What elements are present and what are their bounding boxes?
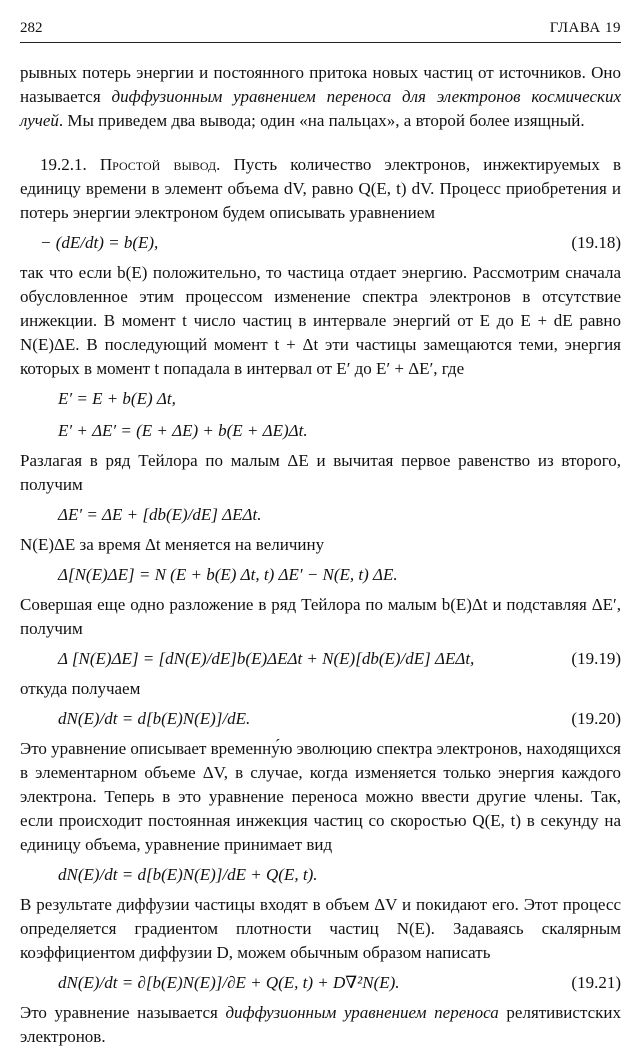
equation-delta-n [58,561,621,589]
equation-19-19 [58,645,621,673]
paragraph-7: Это уравнение описывает временну́ю эволюцию спектра электронов, находящихся в элементарном объеме ΔV, в случае, когда изменяется только энергия каждого электрона. Теперь в это уравнение переноса можно ввести другие члены. Так, если происходит постоянная инжекция частиц со скоростью Q(E, t) в секунду на единицу объема, уравнение принимает вид [20,739,621,854]
equation-19-21 [58,969,621,997]
paragraph-4: N(E)ΔE за время Δt меняется на величину [20,535,325,554]
equation-text: dN(E)/dt = ∂[b(E)N(E)]/∂E + Q(E, t) + D∇²N(E). [58,973,400,992]
section-text: Пусть количество электронов, инжектируемых в единицу времени в элемент объема dV, равно Q(E, t) dV. Процесс приобретения и потерь энергии электроном будем описывать уравнением [20,155,621,222]
intro-text-end: . Мы приведем два вывода; один «на пальцах», а второй более изящный. [58,111,585,130]
final-text-end: релятивистских электронов. [20,1003,621,1046]
equation-delta-e-prime [58,501,621,529]
paragraph-8: В результате диффузии частицы входят в объем ΔV и покидают его. Этот процесс определяется градиентом плотности частиц N(E). Задаваясь скалярным коэффициентом диффузии D, можем обычным образом написать [20,895,621,962]
equation-with-injection [58,861,621,889]
final-italic-term: диффузионным уравнением переноса [225,1003,499,1022]
equation-19-18 [40,229,621,257]
paragraph-5: Совершая еще одно разложение в ряд Тейлора по малым b(E)Δt и подставляя ΔE′, получим [20,595,621,638]
paragraph-9 [20,1001,621,1049]
equation-e-prime [58,385,621,413]
equation-19-20 [58,705,621,733]
equation-text: E′ + ΔE′ = (E + ΔE) + b(E + ΔE)Δt. [58,421,308,440]
equation-text: E′ = E + b(E) Δt, [58,389,176,408]
paragraph-2: так что если b(E) положительно, то частица отдает энергию. Рассмотрим сначала обусловленное этим процессом изменение спектра электронов в отсутствие инжекции. В момент t число частиц в интервале энергий от E до E + dE равно N(E)ΔE. В последующий момент t + Δt эти частицы замещаются теми, энергия которых в момент t попадала в интервал от E′ до E′ + ΔE′, где [20,263,621,378]
section-number: 19.2.1. [40,155,100,174]
equation-number: (19.19) [571,649,621,668]
equation-text: ΔE′ = ΔE + [db(E)/dE] ΔEΔt. [58,505,262,524]
chapter-title: ГЛАВА 19 [549,20,621,36]
equation-number: (19.20) [571,709,621,728]
equation-text: Δ[N(E)ΔE] = N (E + b(E) Δt, t) ΔE′ − N(E, t) ΔE. [58,565,398,584]
section-paragraph [20,153,621,225]
page-number: 282 [20,20,43,36]
paragraph-3: Разлагая в ряд Тейлора по малым ΔE и вычитая первое равенство из второго, получим [20,451,621,494]
book-page [20,18,621,1049]
section-title: Простой вывод. [99,155,221,174]
equation-number: (19.21) [571,973,621,992]
equation-text: Δ [N(E)ΔE] = [dN(E)/dE]b(E)ΔEΔt + N(E)[db(E)/dE] ΔEΔt, [58,649,475,668]
equation-e-prime-sum [58,417,621,445]
paragraph-6: откуда получаем [20,679,141,698]
equation-number: (19.18) [571,233,621,252]
intro-italic-term: диффузионным уравнением переноса для электронов космических лучей [20,87,621,130]
paragraph-intro [20,61,621,133]
equation-text: dN(E)/dt = d[b(E)N(E)]/dE + Q(E, t). [58,865,318,884]
intro-text: рывных потерь энергии и постоянного притока новых частиц от источников. Оно называется [20,63,621,106]
equation-text: dN(E)/dt = d[b(E)N(E)]/dE. [58,709,251,728]
equation-text: − (dE/dt) = b(E), [40,233,159,252]
final-text: Это уравнение называется [20,1003,226,1022]
page-header [20,18,621,43]
